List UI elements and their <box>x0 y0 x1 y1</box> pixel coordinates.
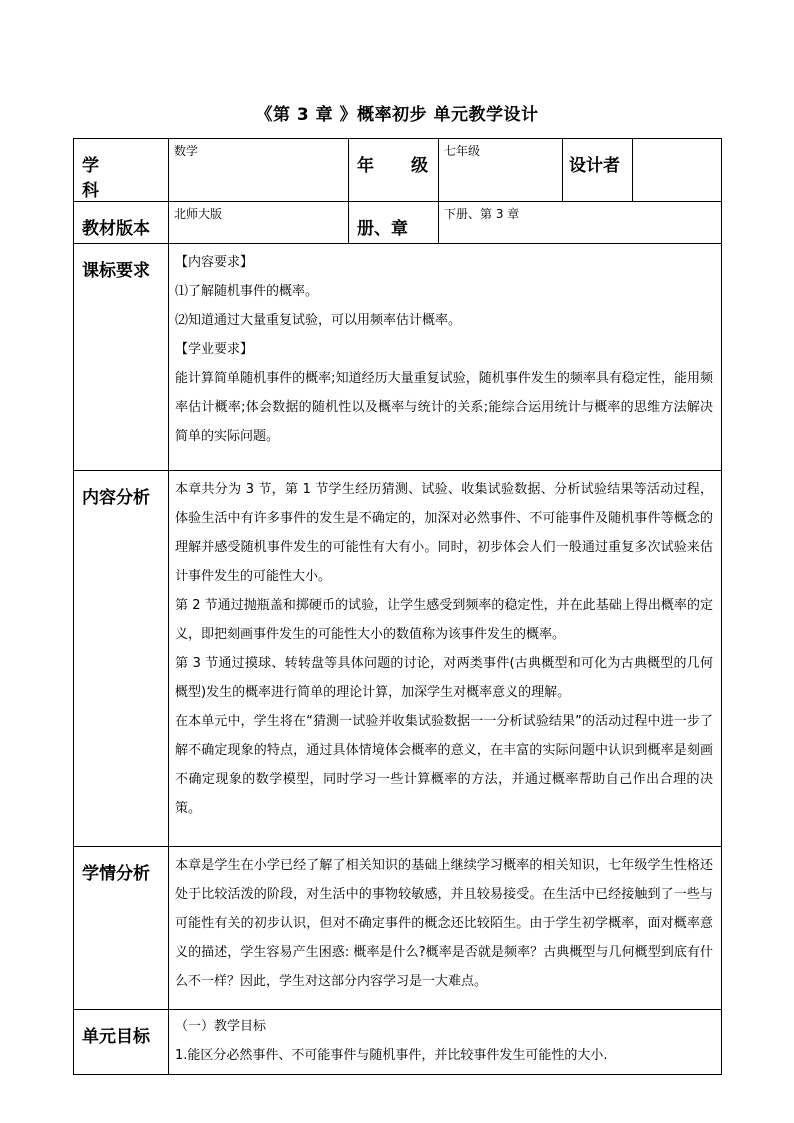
unit-goals-item: 1.能区分必然事件、不可能事件与随机事件，并比较事件发生可能性的大小. <box>175 1048 608 1063</box>
row-student-analysis <box>74 847 722 1010</box>
grade-value: 七年级 <box>439 139 563 202</box>
content-paragraph: 本章共分为 3 节，第 1 节学生经历猜测、试验、收集试验数据、分析试验结果等活动过程，体验生活中有许多事件的发生是不确定的，加深对必然事件、不可能事件及随机事件等概念的理解并感受随机事件发生的可能性有大有小。同时，初步体会人们一般通过重复多次试验来估计事件发生的可能性大小。 <box>175 482 713 584</box>
document-title: 《第 3 章 》概率初步 单元教学设计 <box>255 105 539 125</box>
content-paragraph: 在本单元中，学生将在“猜测一试验并收集试验数据一一分析试验结果”的活动过程中进一步了解不确定现象的特点，通过具体情境体会概率的意义，在丰富的实际问题中认识到概率是刻画不确定现象的数学模型，同时学习一些计算概率的方法，并通过概率帮助自己作出合理的决策。 <box>175 714 713 816</box>
content-analysis-content <box>169 471 722 847</box>
content-analysis-label: 内容分析 <box>74 471 169 847</box>
content-paragraph: 第 2 节通过抛瓶盖和掷硬币的试验，让学生感受到频率的稳定性，并在此基础上得出概率的定义，即把刻画事件发生的可能性大小的数值称为该事件发生的概率。 <box>175 598 713 642</box>
grade-label: 年 级 <box>349 139 439 202</box>
volume-value: 下册、第 3 章 <box>439 202 722 244</box>
curriculum-line: 【内容要求】 <box>175 255 254 270</box>
curriculum-line: 能计算简单随机事件的概率;知道经历大量重复试验，随机事件发生的频率具有稳定性，能用频率估计概率;体会数据的随机性以及概率与统计的关系;能综合运用统计与概率的思维方法解决简单的实际问题。 <box>175 371 713 444</box>
edition-label: 教材版本 <box>74 202 169 244</box>
curriculum-line: 【学业要求】 <box>175 342 254 357</box>
row-unit-goals <box>74 1010 722 1075</box>
subject-label: 学 科 <box>74 139 169 202</box>
unit-goals-content <box>169 1010 722 1075</box>
unit-goals-subheading: （一）教学目标 <box>175 1019 267 1034</box>
designer-label: 设计者 <box>563 139 633 202</box>
row-subject <box>74 139 722 202</box>
curriculum-content <box>169 244 722 471</box>
curriculum-label: 课标要求 <box>74 244 169 471</box>
row-edition <box>74 202 722 244</box>
subject-value: 数学 <box>169 139 349 202</box>
content-paragraph: 第 3 节通过摸球、转转盘等具体问题的讨论，对两类事件(古典概型和可化为古典概型的几何概型)发生的概率进行简单的理论计算，加深学生对概率意义的理解。 <box>175 656 713 700</box>
designer-value <box>633 139 722 202</box>
edition-value: 北师大版 <box>169 202 349 244</box>
curriculum-line: ⑴了解随机事件的概率。 <box>175 284 319 299</box>
student-analysis-content <box>169 847 722 1010</box>
student-analysis-label: 学情分析 <box>74 847 169 1010</box>
student-paragraph: 本章是学生在小学已经了解了相关知识的基础上继续学习概率的相关知识，七年级学生性格还处于比较活泼的阶段，对生活中的事物较敏感，并且较易接受。在生活中已经接触到了一些与可能性有关的初步认识，但对不确定事件的概念还比较陌生。由于学生初学概率，面对概率意义的描述，学生容易产生困惑: 概率是什么?概率是否就是频率？古典概型与几何概型到底有什么不一样？因此，学生对这部分内容学习是一大难点。 <box>175 858 713 989</box>
curriculum-line: ⑵知道通过大量重复试验，可以用频率估计概率。 <box>175 313 462 328</box>
row-curriculum <box>74 244 722 471</box>
volume-label: 册、章 <box>349 202 439 244</box>
row-content-analysis <box>74 471 722 847</box>
unit-design-table <box>73 138 722 1075</box>
unit-goals-label: 单元目标 <box>74 1010 169 1075</box>
